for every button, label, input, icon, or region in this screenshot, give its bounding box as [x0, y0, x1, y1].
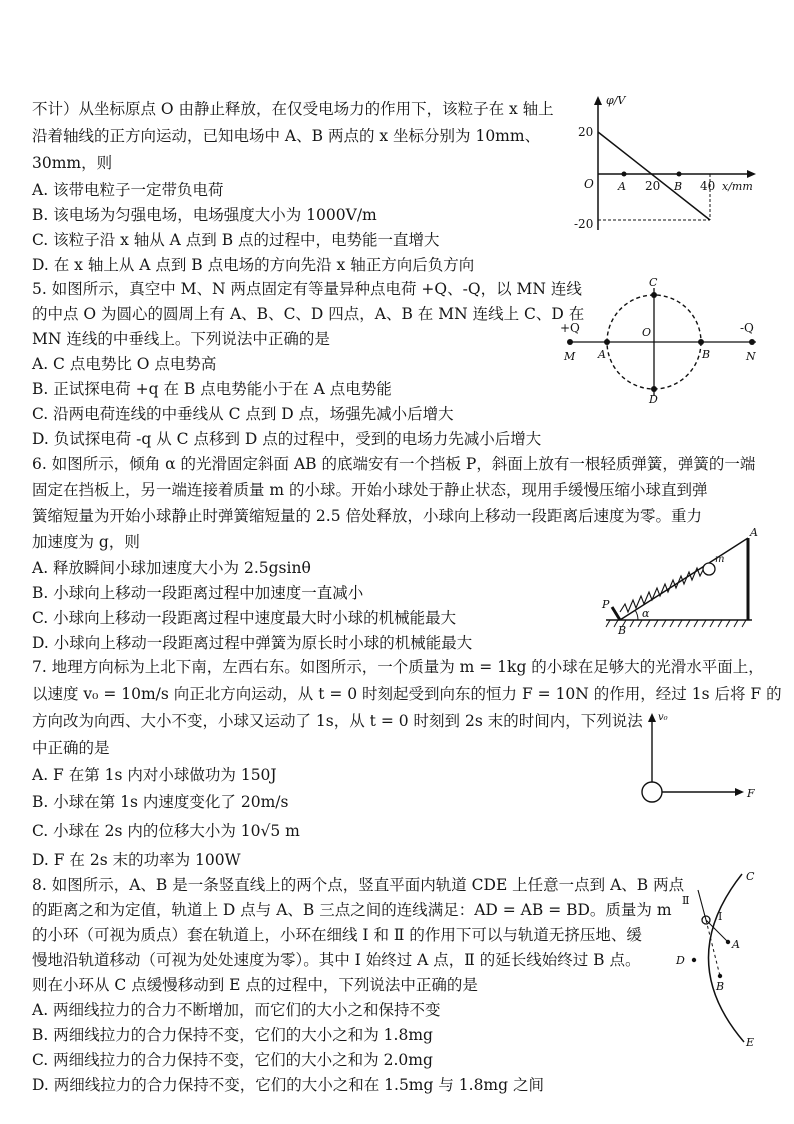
q7-force-velocity-figure: [634, 708, 764, 810]
q8-c-label: C: [746, 870, 755, 883]
q5-charge-circle-figure: [556, 272, 776, 404]
q8-line-1: 8. 如图所示，A、B 是一条竖直线上的两个点，竖直平面内轨道 CDE 上任意一点到 A、B 两点: [32, 876, 685, 894]
q4-y-axis-label: φ/V: [606, 94, 626, 107]
q4-x-axis-label: x/mm: [722, 180, 753, 193]
q8-option-a: A. 两细线拉力的合力不断增加，而它们的大小之和保持不变: [32, 1001, 441, 1019]
q4-origin-label: O: [584, 177, 594, 191]
q5-o-label: O: [642, 326, 652, 339]
q8-option-b: B. 两细线拉力的合力保持不变，它们的大小之和为 1.8mg: [32, 1026, 433, 1044]
q7-option-a: A. F 在第 1s 内对小球做功为 150J: [32, 766, 277, 784]
q4-tick-x-20: 20: [645, 179, 661, 193]
q5-minus-q-label: -Q: [740, 321, 754, 335]
q4-option-a: A. 该带电粒子一定带负电荷: [32, 181, 224, 199]
q5-b-label: B: [702, 348, 711, 361]
q5-option-a: A. C 点电势比 O 点电势高: [32, 355, 217, 373]
q4-line-1: 不计）从坐标原点 O 由静止释放，在仅受电场力的作用下，该粒子在 x 轴上: [32, 100, 554, 118]
q5-m-label: M: [564, 350, 576, 363]
q4-line-3: 30mm，则: [32, 154, 113, 172]
q7-line-3: 方向改为向西、大小不变，小球又运动了 1s，从 t = 0 时刻到 2s 末的时间内，下列说法: [32, 712, 643, 730]
q7-line-4: 中正确的是: [32, 739, 110, 757]
q8-line-3: 的小环（可视为质点）套在轨道上，小环在细线 Ⅰ 和 Ⅱ 的作用下可以与轨道无挤压地、缓: [32, 926, 642, 944]
q7-v0-label: v₀: [658, 712, 668, 723]
q6-option-a: A. 释放瞬间小球加速度大小为 2.5gsinθ: [32, 559, 311, 577]
q4-line-2: 沿着轴线的正方向运动，已知电场中 A、B 两点的 x 坐标分别为 10mm、: [32, 127, 541, 145]
q8-line-5: 则在小环从 C 点缓慢移动到 E 点的过程中，下列说法中正确的是: [32, 976, 478, 994]
q8-line-2: 的距离之和为定值，轨道上 D 点与 A、B 三点之间的连线满足：AD = AB = BD。质量为 m: [32, 901, 672, 919]
q4-point-a: A: [618, 180, 626, 193]
q5-n-label: N: [746, 350, 756, 363]
q5-d-label: D: [649, 393, 658, 404]
q5-option-d: D. 负试探电荷 -q 从 C 点移到 D 点的过程中，受到的电场力先减小后增大: [32, 430, 542, 448]
q6-option-c: C. 小球向上移动一段距离过程中速度最大时小球的机械能最大: [32, 609, 457, 627]
q7-option-b: B. 小球在第 1s 内速度变化了 20m/s: [32, 793, 289, 811]
q4-point-b: B: [674, 180, 683, 193]
q6-option-b: B. 小球向上移动一段距离过程中加速度一直减小: [32, 584, 364, 602]
q6-line-1: 6. 如图所示，倾角 α 的光滑固定斜面 AB 的底端安有一个挡板 P，斜面上放有一根轻质弹簧，弹簧的一端: [32, 455, 756, 473]
q8-thread-i-label: Ⅰ: [718, 910, 723, 923]
q4-option-b: B. 该电场为匀强电场，电场强度大小为 1000V/m: [32, 206, 377, 224]
q4-tick-x-40: 40: [700, 179, 716, 193]
q7-line-1: 7. 地理方向标为上北下南，左西右东。如图所示，一个质量为 m = 1kg 的小球在足够大的光滑水平面上，: [32, 658, 764, 676]
q8-e-label: E: [746, 1036, 755, 1049]
q7-option-d: D. F 在 2s 末的功率为 100W: [32, 851, 241, 869]
q5-line-1: 5. 如图所示，真空中 M、N 两点固定有等量异种点电荷 +Q、-Q，以 MN 连线: [32, 280, 582, 298]
q4-option-d: D. 在 x 轴上从 A 点到 B 点电场的方向先沿 x 轴正方向后负方向: [32, 256, 475, 274]
q8-d-label: D: [676, 954, 685, 967]
q6-m-label: m: [715, 554, 725, 565]
q4-tick-20: 20: [578, 125, 594, 139]
q6-alpha-label: α: [642, 607, 650, 620]
q7-f-label: F: [747, 787, 755, 800]
q7-line-2: 以速度 v₀ = 10m/s 向正北方向运动，从 t = 0 时刻起受到向东的恒力 F = 10N 的作用，经过 1s 后将 F 的: [32, 685, 782, 703]
q5-option-b: B. 正试探电荷 +q 在 B 点电势能小于在 A 点电势能: [32, 380, 392, 398]
q5-line-3: MN 连线的中垂线上。下列说法中正确的是: [32, 330, 330, 348]
q8-track-ring-figure: [668, 864, 778, 1050]
q6-b-label: B: [618, 624, 627, 636]
q5-option-c: C. 沿两电荷连线的中垂线从 C 点到 D 点，场强先减小后增大: [32, 405, 454, 423]
q5-plus-q-label: +Q: [560, 321, 580, 335]
q4-tick-minus-20: -20: [574, 217, 594, 231]
q6-line-3: 簧缩短量为开始小球静止时弹簧缩短量的 2.5 倍处释放，小球向上移动一段距离后速度为零。重力: [32, 507, 703, 525]
q8-b-label: B: [716, 980, 725, 993]
q6-p-label: P: [602, 598, 610, 611]
q6-option-d: D. 小球向上移动一段距离过程中弹簧为原长时小球的机械能最大: [32, 634, 473, 652]
q5-c-label: C: [649, 276, 658, 289]
q8-option-d: D. 两细线拉力的合力保持不变，它们的大小之和在 1.5mg 与 1.8mg 之间: [32, 1076, 544, 1094]
q8-option-c: C. 两细线拉力的合力保持不变，它们的大小之和为 2.0mg: [32, 1051, 433, 1069]
q6-line-4: 加速度为 g，则: [32, 533, 140, 551]
q8-a-label: A: [732, 938, 740, 951]
q5-a-label: A: [598, 348, 606, 361]
q8-thread-ii-label: Ⅱ: [682, 894, 690, 907]
q4-option-c: C. 该粒子沿 x 轴从 A 点到 B 点的过程中，电势能一直增大: [32, 231, 440, 249]
q6-line-2: 固定在挡板上，另一端连接着质量 m 的小球。开始小球处于静止状态，现用手缓慢压缩小球直到弹: [32, 481, 708, 499]
q7-option-c: C. 小球在 2s 内的位移大小为 10√5 m: [32, 822, 300, 840]
q5-line-2: 的中点 O 为圆心的圆周上有 A、B、C、D 四点，A、B 在 MN 连线上 C、D 在: [32, 305, 585, 323]
q6-a-label: A: [750, 528, 758, 539]
q6-incline-spring-figure: [598, 528, 772, 636]
q4-phi-x-graph: [572, 92, 772, 242]
q8-line-4: 慢地沿轨道移动（可视为处处速度为零）。其中 Ⅰ 始终过 A 点，Ⅱ 的延长线始终过 B 点。: [32, 951, 641, 969]
